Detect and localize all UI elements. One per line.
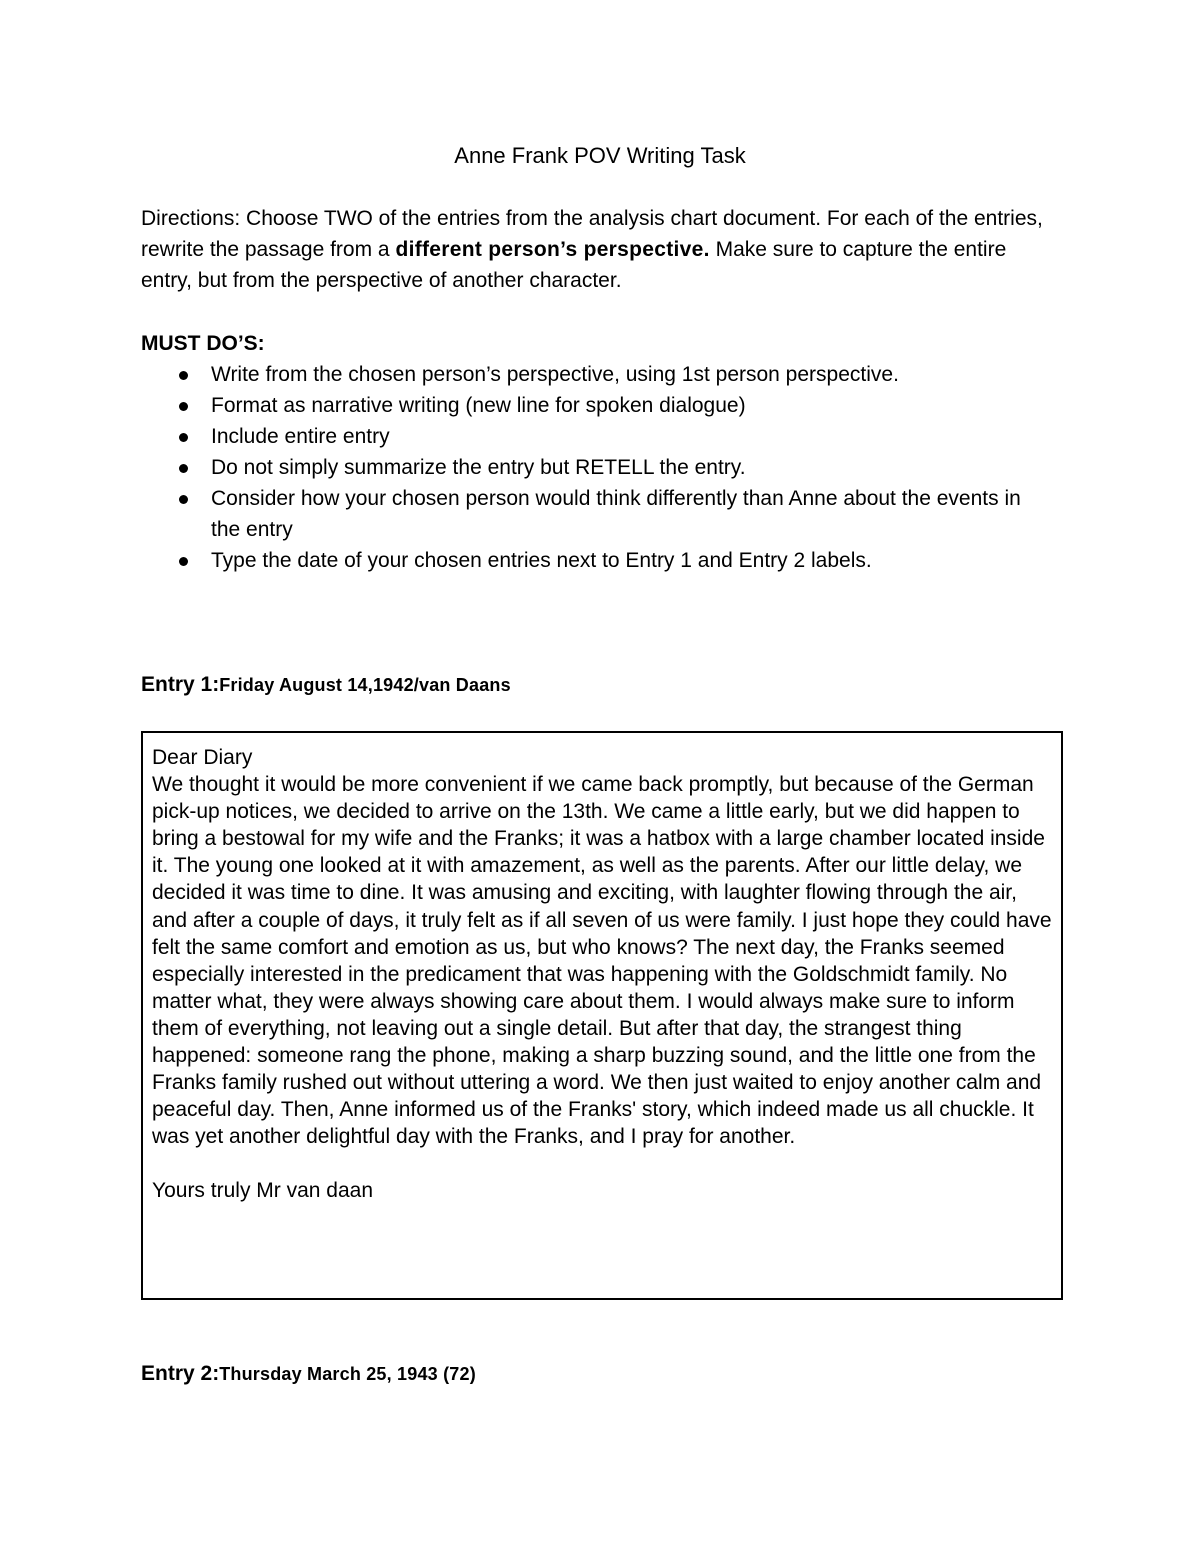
entry-2-date: Thursday March 25, 1943 (72) xyxy=(219,1364,476,1384)
bullet-icon xyxy=(179,433,188,442)
entry-1-body: We thought it would be more convenient if we came back promptly, but because of the German pick-up notices, we decided to arrive on the 13th. We came a little early, but we did happen to bring a bestowal for my wife and the Franks; it was a hatbox with a large chamber located inside it. The young one looked at it with amazement, as well as the parents. After our little delay, we decided it was time to dine. It was amusing and exciting, with laughter flowing through the air, and after a couple of days, it truly felt as if all seven of us were family. I just hope they could have felt the same comfort and emotion as us, but who knows? The next day, the Franks seemed especially interested in the predicament that was happening with the Goldschmidt family. No matter what, they were always showing care about them. I would always make sure to inform them of everything, not leaving out a single detail. But after that day, the strangest thing happened: someone rang the phone, making a sharp buzzing sound, and the little one from the Franks family rushed out without uttering a word. We then just waited to enjoy another calm and peaceful day. Then, Anne informed us of the Franks' story, which indeed made us all chuckle. It was yet another delightful day with the Franks, and I pray for another. xyxy=(152,773,1052,1149)
entry-2-heading xyxy=(141,1359,476,1389)
bullet-icon xyxy=(179,557,188,566)
entry-1-label: Entry 1: xyxy=(141,673,220,696)
list-item-text: Format as narrative writing (new line for spoken dialogue) xyxy=(211,394,746,417)
directions-paragraph xyxy=(141,203,1061,296)
bullet-icon xyxy=(179,371,188,380)
list-item-text: Consider how your chosen person would think differently than Anne about the events in the entry xyxy=(211,487,1021,541)
directions-text: Directions: Choose TWO of the entries from the analysis chart document. For each of the entries, rewrite the passage from a xyxy=(141,207,1043,261)
entry-2-label: Entry 2: xyxy=(141,1362,220,1385)
entry-1-date: Friday August 14,1942/van Daans xyxy=(219,675,511,695)
list-item-text: Type the date of your chosen entries next to Entry 1 and Entry 2 labels. xyxy=(211,549,872,572)
list-item xyxy=(141,359,1041,390)
list-item xyxy=(141,421,1041,452)
list-item xyxy=(141,390,1041,421)
entry-1-signoff: Yours truly Mr van daan xyxy=(152,1179,374,1203)
list-item-text: Do not simply summarize the entry but RETELL the entry. xyxy=(211,456,746,479)
directions-emphasis: different person’s perspective. xyxy=(395,238,710,261)
list-item xyxy=(141,483,1041,545)
entry-1-textbox[interactable] xyxy=(141,731,1063,1300)
list-item xyxy=(141,452,1041,483)
bullet-icon xyxy=(179,495,188,504)
page-title: Anne Frank POV Writing Task xyxy=(454,143,746,168)
must-dos-list xyxy=(141,359,1041,576)
entry-1-greeting: Dear Diary xyxy=(152,746,253,769)
entry-1-heading xyxy=(141,670,511,700)
list-item-text: Write from the chosen person’s perspective, using 1st person perspective. xyxy=(211,363,899,386)
bullet-icon xyxy=(179,464,188,473)
must-dos-heading: MUST DO’S: xyxy=(141,332,265,355)
directions-text-end: Make sure to capture the entire entry, but from the perspective of another character. xyxy=(141,238,1007,292)
bullet-icon xyxy=(179,402,188,411)
list-item-text: Include entire entry xyxy=(211,425,390,448)
list-item xyxy=(141,545,1041,576)
